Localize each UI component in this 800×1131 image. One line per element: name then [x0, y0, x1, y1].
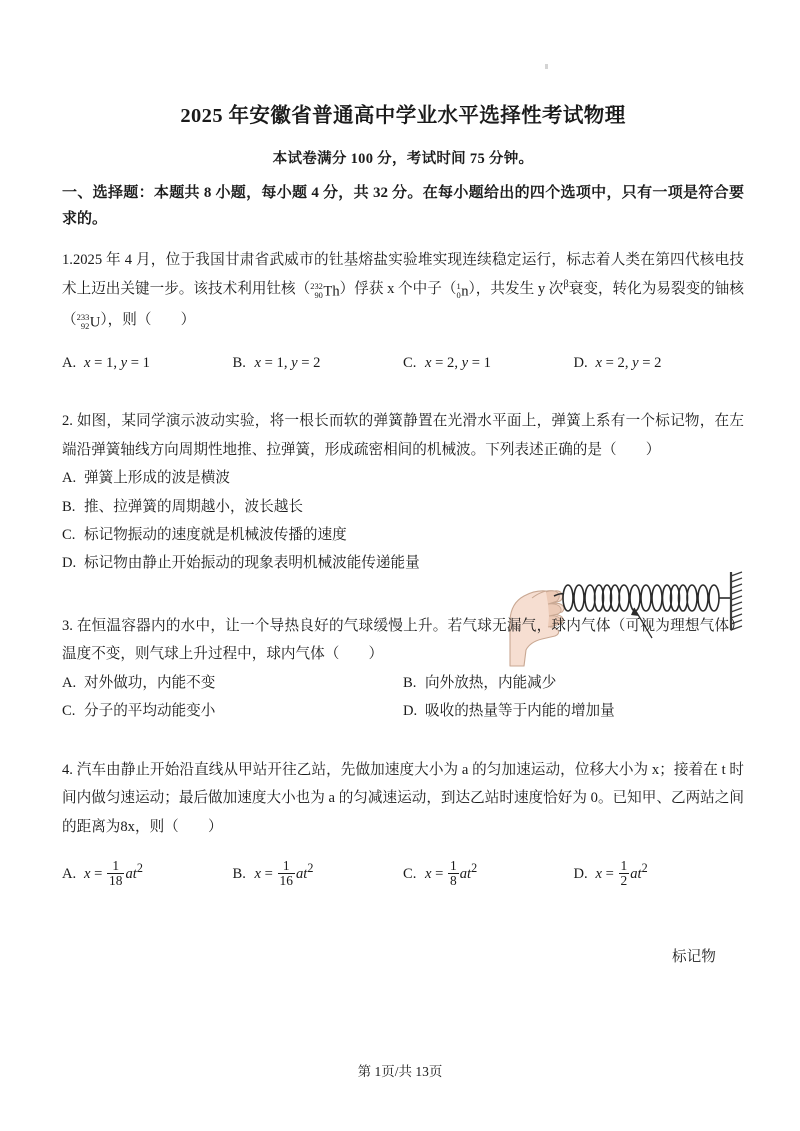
question-2-number: 2.	[62, 413, 73, 430]
page-footer: 第 1页/共 13页	[357, 1064, 443, 1079]
question-1-option-b[interactable]: B. x = 1, y = 2	[233, 349, 404, 377]
question-4-options	[62, 857, 744, 889]
question-4-option-d[interactable]	[574, 857, 745, 889]
option-a-numerator: 1	[112, 858, 120, 874]
nuclide-u-atomic: 92	[80, 321, 90, 331]
question-2-stem	[62, 407, 744, 464]
option-d-rhs: at	[630, 865, 642, 882]
nuclide-th-symbol: Th	[323, 283, 340, 300]
option-b-text: 向外放热，内能减少	[425, 674, 557, 691]
option-d-text: 标记物由静止开始振动的现象表明机械波能传递能量	[84, 555, 420, 572]
option-d-label: D.	[573, 865, 588, 882]
option-b-label: B.	[403, 674, 417, 691]
option-c-text: 分子的平均动能变小	[84, 703, 216, 720]
question-1-options	[62, 349, 744, 377]
nuclide-n-atomic: 0	[456, 289, 461, 300]
option-b-x: 1	[276, 354, 284, 371]
option-d-label: D.	[62, 555, 77, 572]
question-3-option-a[interactable]	[62, 669, 403, 697]
option-d-label: D.	[403, 703, 418, 720]
option-a-text: 对外做功，内能不变	[84, 674, 216, 691]
nuclide-neutron	[456, 277, 468, 306]
option-d-denominator: 2	[620, 873, 628, 889]
option-c-text: 标记物振动的速度就是机械波传播的速度	[84, 526, 347, 543]
option-d-numerator: 1	[620, 858, 628, 874]
option-c-lhs: x	[425, 865, 432, 882]
question-4-option-b[interactable]	[233, 857, 404, 889]
option-a-label: A.	[62, 865, 77, 882]
question-4-number: 4.	[62, 761, 73, 778]
option-a-label: A.	[62, 354, 77, 371]
option-b-exponent: 2	[307, 861, 314, 876]
nuclide-u-symbol: U	[89, 314, 101, 331]
option-d-lhs: x	[595, 865, 602, 882]
page-title: 2025 年安徽省普通高中学业水平选择性考试物理	[180, 105, 626, 127]
option-a-denominator: 18	[109, 873, 123, 889]
spring-coils	[554, 585, 730, 611]
question-1-number: 1.	[62, 252, 73, 269]
question-2-option-c[interactable]	[62, 521, 744, 549]
option-b-text: 推、拉弹簧的周期越小，波长越长	[84, 498, 303, 515]
question-1	[62, 246, 744, 377]
option-b-y: 2	[313, 354, 321, 371]
option-c-label: C.	[62, 526, 76, 543]
question-3-stem-text: 在恒温容器内的水中，让一个导热良好的气球缓慢上升。若气球无漏气，球内气体（可视为理想气体）温度不变，则气球上升过程中，球内气体（ ）	[62, 617, 744, 663]
nuclide-th-mass: 232	[310, 281, 323, 292]
option-c-eq: =	[435, 865, 444, 882]
question-4	[62, 756, 744, 889]
option-b-label: B.	[62, 498, 76, 515]
question-1-option-c[interactable]: C. x = 2, y = 1	[403, 349, 574, 377]
question-2-option-a[interactable]	[62, 464, 744, 492]
question-1-stem-part3: ），共发生 y 次	[468, 280, 564, 297]
option-d-exponent: 2	[641, 861, 648, 876]
option-a-eq: =	[94, 865, 103, 882]
question-4-option-c[interactable]	[403, 857, 574, 889]
question-3-stem	[62, 612, 744, 669]
option-d-eq: =	[605, 865, 614, 882]
question-4-stem-text: 汽车由静止开始沿直线从甲站开往乙站，先做加速度大小为 a 的匀加速运动，位移大小为 x；接着在 t 时间内做匀速运动；最后做加速度大小也为 a 的匀减速运动，到达乙站时速度恰好为 0。已知甲、乙两站之间的距离为8x，则（ ）	[62, 761, 744, 835]
question-1-stem-part1: 2025 年 4 月，位于我国甘肃省武威市的钍基熔盐实验堆实现连续稳定运行，标志着人类在第四代核电技术上迈出关键一步。该技术利用钍核（	[62, 252, 744, 297]
option-b-lhs: x	[254, 865, 261, 882]
option-d-x: 2	[617, 354, 625, 371]
figure-caption-marker: 标记物	[672, 949, 716, 966]
nuclide-uranium-233	[77, 308, 101, 337]
question-3-option-d[interactable]	[403, 697, 744, 725]
option-b-label: B.	[232, 865, 246, 882]
option-a-fraction	[107, 859, 124, 888]
option-c-label: C.	[403, 354, 417, 371]
option-a-text: 弹簧上形成的波是横波	[84, 470, 230, 487]
option-a-rhs: at	[125, 865, 137, 882]
beta-symbol: β	[563, 278, 569, 290]
question-1-stem-part2: ）俘获 x 个中子（	[339, 280, 457, 297]
option-c-x: 2	[447, 354, 455, 371]
option-b-fraction	[278, 859, 295, 888]
option-d-y: 2	[654, 354, 662, 371]
option-a-lhs: x	[84, 865, 91, 882]
option-a-x: 1	[106, 354, 114, 371]
option-b-denominator: 16	[279, 873, 293, 889]
question-3-option-c[interactable]	[62, 697, 403, 725]
option-a-label: A.	[62, 674, 77, 691]
question-2-stem-text: 如图，某同学演示波动实验，将一根长而软的弹簧静置在光滑水平面上，弹簧上系有一个标记物，在左端沿弹簧轴线方向周期性地推、拉弹簧，形成疏密相间的机械波。下列表述正确的是（ ）	[62, 413, 744, 458]
nuclide-u-mass: 233	[76, 312, 90, 323]
option-b-label: B.	[232, 354, 246, 371]
option-c-label: C.	[403, 865, 417, 882]
option-b-eq: =	[264, 865, 273, 882]
question-4-option-a[interactable]	[62, 857, 233, 889]
option-c-numerator: 1	[450, 858, 457, 874]
page-content	[62, 0, 744, 966]
question-3-option-b[interactable]	[403, 669, 744, 697]
question-1-option-a[interactable]: A. x = 1, y = 1	[62, 349, 233, 377]
nuclide-n-mass: 1	[456, 281, 461, 292]
option-c-exponent: 2	[471, 861, 478, 876]
section-instruction: 一、选择题：本题共 8 小题，每小题 4 分，共 32 分。在每小题给出的四个选项中，只有一项是符合要求的。	[62, 184, 744, 227]
exam-subtitle: 本试卷满分 100 分，考试时间 75 分钟。	[272, 150, 534, 167]
option-d-label: D.	[573, 354, 588, 371]
option-c-rhs: at	[459, 865, 472, 882]
option-c-denominator: 8	[450, 873, 457, 889]
option-a-exponent: 2	[136, 861, 143, 876]
option-b-rhs: at	[295, 865, 308, 882]
option-c-fraction	[448, 859, 459, 888]
question-1-stem	[62, 246, 744, 337]
question-1-stem-part5: ），则（ ）	[100, 311, 196, 328]
option-c-label: C.	[62, 703, 76, 720]
question-3-options	[62, 669, 744, 726]
nuclide-n-symbol: n	[461, 283, 469, 300]
option-d-text: 吸收的热量等于内能的增加量	[425, 703, 615, 720]
question-1-stem-part4: 衰变，转化为易裂变的铀核（	[62, 280, 744, 328]
option-d-fraction	[619, 859, 630, 888]
option-a-label: A.	[62, 470, 77, 487]
option-b-numerator: 1	[282, 858, 290, 874]
question-4-stem	[62, 756, 744, 841]
question-3-number: 3.	[62, 617, 73, 634]
question-1-option-d[interactable]: D. x = 2, y = 2	[574, 349, 745, 377]
option-a-y: 1	[142, 354, 150, 371]
nuclide-th-atomic: 90	[314, 289, 323, 300]
nuclide-thorium-232	[310, 277, 339, 306]
question-2-option-b[interactable]	[62, 493, 744, 521]
option-c-y: 1	[483, 354, 491, 371]
question-3	[62, 612, 744, 726]
